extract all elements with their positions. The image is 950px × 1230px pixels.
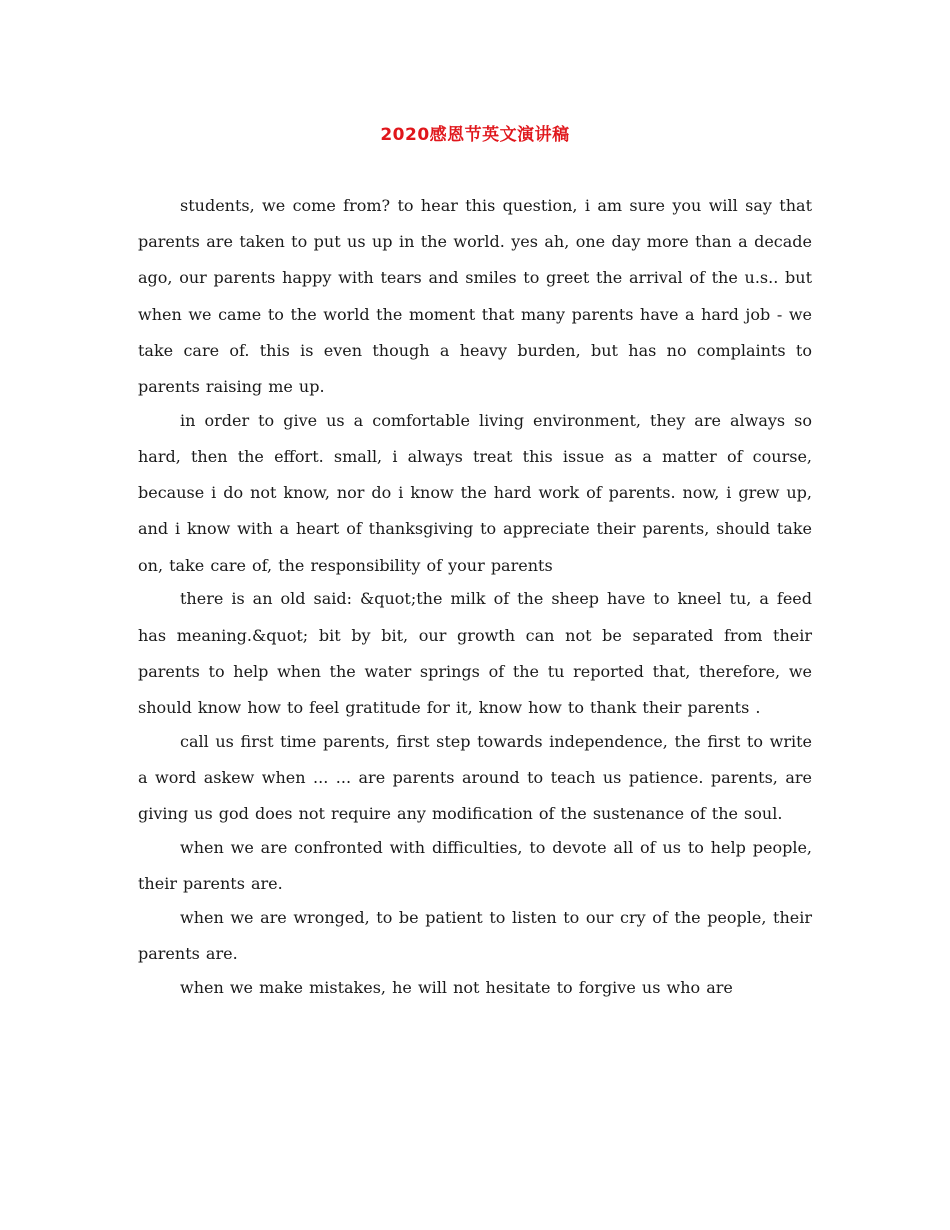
paragraph-1: students, we come from? to hear this question, i am sure you will say that parents are taken to put us up in the world. yes ah, one day more than a decade ago, our parents happy with tears and smiles to greet the arrival of the u.s.. but when we came to the world the moment that many parents have a hard job - we take care of. this is even though a heavy burden, but has no complaints to parents raising me up. <box>138 196 812 397</box>
document-title: 2020感恩节英文演讲稿 <box>380 125 570 145</box>
paragraph-2: in order to give us a comfortable living environment, they are always so hard, then the effort. small, i always treat this issue as a matter of course, because i do not know, nor do i know the hard work of parents. now, i grew up, and i know with a heart of thanksgiving to appreciate their parents, should take on, take care of, the responsibility of your parents <box>138 410 812 575</box>
paragraph-3: there is an old said: &quot;the milk of the sheep have to kneel tu, a feed has meaning.&quot; bit by bit, our growth can not be separated from their parents to help when the water springs of the tu reported that, therefore, we should know how to feel gratitude for it, know how to thank their parents . <box>138 589 812 718</box>
paragraph-4: call us first time parents, first step towards independence, the first to write a word askew when ... ... are parents around to teach us patience. parents, are giving us god does not require any modification of the sustenance of the soul. <box>138 731 812 824</box>
paragraph-5: when we are confronted with difficulties, to devote all of us to help people, their parents are. <box>138 838 812 894</box>
paragraph-6: when we are wronged, to be patient to listen to our cry of the people, their parents are. <box>138 908 812 964</box>
paragraph-7: when we make mistakes, he will not hesitate to forgive us who are <box>180 978 733 998</box>
document-body <box>138 188 812 1006</box>
